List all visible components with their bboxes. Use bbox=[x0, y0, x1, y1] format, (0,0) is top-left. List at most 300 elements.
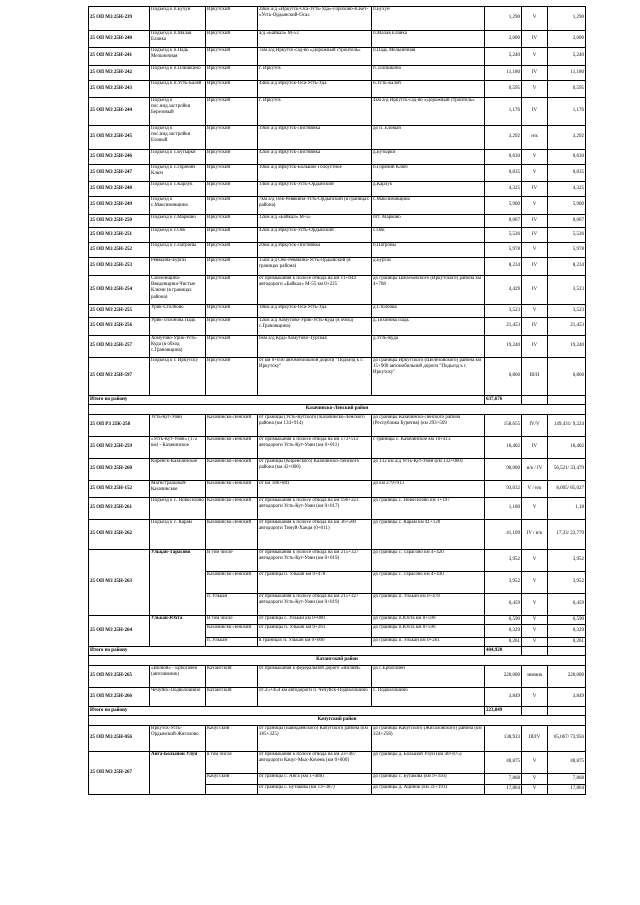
district-header-row bbox=[89, 716, 586, 726]
empty-cell bbox=[548, 647, 586, 656]
road-code: 25 ОП МЗ 25Н-254 bbox=[89, 276, 150, 305]
road-district: Иркутский bbox=[206, 258, 258, 276]
road-name: Чечуйск-Подволошино bbox=[150, 688, 206, 707]
road-length-by-category: 8,005/ 85,027 bbox=[548, 481, 586, 498]
table-row bbox=[89, 182, 586, 197]
road-end: до границы с. Тарасово км 4+430 bbox=[372, 572, 485, 594]
road-start: от примыкания к полосе отвода на км 23+467 автодороги Качуг-Мыс-Кочень (км 0+000) bbox=[258, 752, 372, 774]
road-category: IV bbox=[522, 437, 548, 459]
road-category: V bbox=[522, 638, 548, 647]
road-length: 2,000 bbox=[485, 31, 522, 48]
road-start: 42км а/д Иркутск-Листвянка bbox=[258, 150, 372, 165]
road-end: до границы Иркутского (Шелеховского) района км 15+900 автомобильной дороги "Подъезд к г. Иркутску" bbox=[372, 358, 485, 396]
road-category: IV bbox=[522, 31, 548, 48]
road-end: до границы п. Улькан км 0+261 bbox=[372, 638, 485, 647]
road-category: III/IV bbox=[522, 726, 548, 752]
road-category: IV bbox=[522, 98, 548, 126]
road-length-by-category: 2,000 bbox=[548, 31, 586, 48]
road-end: п.Малая Еланка bbox=[372, 31, 485, 48]
road-end: до 132 км а/д Усть-Кут-Уоян (км 132+000) bbox=[372, 459, 485, 481]
road-code: 25 ОП МЗ 25Н-257 bbox=[89, 336, 150, 358]
road-name: Ульқан-Тарасово bbox=[150, 550, 206, 616]
road-district: Казачинско-Ленский bbox=[206, 437, 258, 459]
road-category: V bbox=[522, 165, 548, 182]
road-end: до границы с. Тарасово км 4+420 bbox=[372, 550, 485, 572]
road-category: V bbox=[522, 550, 548, 572]
road-end: п.Бухун bbox=[372, 7, 485, 31]
road-category: III/II bbox=[522, 358, 548, 396]
road-length: 11,180 bbox=[485, 66, 522, 81]
road-start: от примыкания к федеральной дороге «Вилюй» bbox=[258, 666, 372, 688]
road-district bbox=[206, 785, 258, 795]
road-category: V bbox=[522, 688, 548, 707]
road-length-by-category: 0,261 bbox=[548, 638, 586, 647]
road-code: 25 ОП МЗ 25Н-242 bbox=[89, 66, 150, 81]
road-district: Казачинско-Ленский bbox=[206, 415, 258, 437]
road-length: 3,952 bbox=[485, 572, 522, 594]
district-total-label: Итого по району bbox=[89, 707, 485, 716]
road-length-by-category: 5,900 bbox=[548, 197, 586, 215]
road-category: IV bbox=[522, 215, 548, 228]
road-end: д.Бутырки bbox=[372, 150, 485, 165]
road-code: 25 ОП МЗ 25Н-597 bbox=[89, 358, 150, 396]
road-start: от границы (Баяндаевского) Качугского района (км 185+325) bbox=[258, 726, 372, 752]
road-start: г. Иркутск bbox=[258, 98, 372, 126]
road-code: 25 ОП МЗ 25Н-245 bbox=[89, 126, 150, 150]
road-code: 25 ОП МЗ 25Н-247 bbox=[89, 165, 150, 182]
road-length: 0,459 bbox=[485, 594, 522, 616]
road-district: Казачинско-Ленский bbox=[206, 572, 258, 594]
district-header: Качугский район bbox=[89, 716, 586, 726]
road-code: 25 ОП МЗ 25Н-259 bbox=[89, 437, 150, 459]
roads-table bbox=[88, 6, 586, 795]
road-length-by-category: 0,630 bbox=[548, 150, 586, 165]
table-row bbox=[89, 688, 586, 707]
road-length-by-category: 56,521/ 33,479 bbox=[548, 459, 586, 481]
road-end: до границы с. Карам км 41+120 bbox=[372, 520, 485, 550]
road-start: 7км а/д Оек-Ревякина-Усть-Ордынский (в границах района) bbox=[258, 197, 372, 215]
road-district: Казачинско-Ленский bbox=[206, 520, 258, 550]
district-total-value: 223,849 bbox=[485, 707, 522, 716]
road-district: Иркутский bbox=[206, 276, 258, 305]
road-start: от примыкания к полосе отвода на км 196+323 автодороги Усть-Кут-Уоян (км 0+017) bbox=[258, 498, 372, 520]
road-name: Подъезд к п.Падь Мельничная bbox=[150, 48, 206, 66]
road-end: до границы п.Юхта км 0+590 bbox=[372, 625, 485, 638]
road-category: IV bbox=[522, 66, 548, 81]
road-length: 0,595 bbox=[485, 81, 522, 98]
road-end: д.Столбова bbox=[372, 305, 485, 318]
district-total-label: Итого по району bbox=[89, 396, 485, 405]
road-end: до границы Шелеховского (Иркутского) района км 4+768 bbox=[372, 276, 485, 305]
road-length: 5,978 bbox=[485, 243, 522, 258]
road-start: от примыкания к полосе отвода на км 173+512 автодороги Усть-Кут-Уоян (км 0+011) bbox=[258, 437, 372, 459]
road-category: V bbox=[522, 616, 548, 625]
road-start: 28км а/д «Иркутск-Оса-Усть-Уда»-Горохово-В.Кет- «Усть-Ордынский-Оса» bbox=[258, 7, 372, 31]
road-end: до км 279+913 bbox=[372, 481, 485, 498]
road-length-by-category: 65,067/ 73,956 bbox=[548, 726, 586, 752]
road-district: Иркутский bbox=[206, 7, 258, 31]
road-district: Казачинско-Ленский bbox=[206, 459, 258, 481]
road-end: до границы Качугского (Жигаловского) района (км 324+258) bbox=[372, 726, 485, 752]
road-start: а/д «Байкал» М-53 bbox=[258, 31, 372, 48]
road-length: 19,240 bbox=[485, 336, 522, 358]
road-end: д.Усть-Куда bbox=[372, 336, 485, 358]
road-district: Иркутский bbox=[206, 66, 258, 81]
table-row bbox=[89, 726, 586, 752]
road-length-by-category: 7,868 bbox=[548, 774, 586, 785]
road-end: п.Усть-Балей bbox=[372, 81, 485, 98]
road-category: н/к bbox=[522, 126, 548, 150]
road-name: Киренск-Казачинское bbox=[150, 459, 206, 481]
table-row bbox=[89, 243, 586, 258]
district-total-row bbox=[89, 647, 586, 656]
road-length-by-category: 1,290 bbox=[548, 7, 586, 31]
road-name: Подъезд к с. Карам bbox=[150, 520, 206, 550]
table-row bbox=[89, 276, 586, 305]
road-end: до с.Ербогачен bbox=[372, 666, 485, 688]
road-start: от границы с. Улькан км 0+000 bbox=[258, 616, 372, 625]
road-length: 220,000 bbox=[485, 666, 522, 688]
road-length-by-category: 6,860 bbox=[548, 358, 586, 396]
table-row bbox=[89, 358, 586, 396]
road-length-by-category: 11,180 bbox=[548, 66, 586, 81]
road-district: Иркутский bbox=[206, 336, 258, 358]
road-start: от примыкания к полосе отвода на км 215+327 автодороги Усть-Кут-Уоян (км 0+019) bbox=[258, 550, 372, 572]
road-name: Улькан-Юхта bbox=[150, 616, 206, 647]
district-header: Катангский район bbox=[89, 656, 586, 666]
road-category: V bbox=[522, 752, 548, 774]
road-district: Иркутский bbox=[206, 243, 258, 258]
district-total-value: 637,676 bbox=[485, 396, 522, 405]
road-district: Казачинско-Ленский bbox=[206, 498, 258, 520]
road-category: IV bbox=[522, 258, 548, 276]
road-start: от границы п. Улькан км 0+478 bbox=[258, 572, 372, 594]
road-end: 4км а/д Иркутск-сад-во «Дорожный строитель» bbox=[372, 98, 485, 126]
road-name: Урик-Столбово bbox=[150, 305, 206, 318]
road-length-by-category: 17,804 bbox=[548, 785, 586, 795]
road-length: 41,109 bbox=[485, 520, 522, 550]
road-length: 6,860 bbox=[485, 358, 522, 396]
road-length: 8,067 bbox=[485, 215, 522, 228]
road-length: 3,292 bbox=[485, 126, 522, 150]
road-length-by-category: 17,33/ 23,779 bbox=[548, 520, 586, 550]
road-name: Подъезд к с.Бутырки bbox=[150, 150, 206, 165]
road-code: 25 ОП МЗ 25Н-243 bbox=[89, 81, 150, 98]
road-length-by-category: 1,176 bbox=[548, 98, 586, 126]
road-code: 25 ОП МЗ 25Н-241 bbox=[89, 48, 150, 66]
road-end: п. Плишкино bbox=[372, 66, 485, 81]
road-category: V bbox=[522, 572, 548, 594]
empty-cell bbox=[522, 647, 548, 656]
road-length: 90,000 bbox=[485, 459, 522, 481]
table-row bbox=[89, 318, 586, 336]
road-name: Ревякина-Бургаз bbox=[150, 258, 206, 276]
table-row bbox=[89, 197, 586, 215]
road-name: Подъезд к пос.инд.застройки Березовый bbox=[150, 98, 206, 126]
road-code: 25 ОП МЗ 25Н-244 bbox=[89, 98, 150, 126]
road-name: Подъезд к г. Иркутску bbox=[150, 358, 206, 396]
road-code: 25 ОП РЗ 25К-258 bbox=[89, 415, 150, 437]
road-length: 4,325 bbox=[485, 182, 522, 197]
road-length: 3,952 bbox=[485, 550, 522, 572]
road-code: 25 ОП МЗ 25Н-249 bbox=[89, 197, 150, 215]
road-end: до границы Казачинско-Ленского района (Республика Бурятия) (км 293+569 bbox=[372, 415, 485, 437]
district-header-row bbox=[89, 405, 586, 415]
empty-cell bbox=[548, 707, 586, 716]
road-name: Подъезд к с.Оек bbox=[150, 228, 206, 243]
table-row bbox=[89, 498, 586, 520]
road-start: 44км а/д Иркутск-Оса-Усть-Уда bbox=[258, 81, 372, 98]
road-length-by-category: 220,000 bbox=[548, 666, 586, 688]
road-category: V bbox=[522, 243, 548, 258]
road-length-by-category: 16,402 bbox=[548, 437, 586, 459]
road-code: 25 ОП МЗ 25Н-261 bbox=[89, 498, 150, 520]
table-row bbox=[89, 258, 586, 276]
road-start: от границы (Усть-Кутского) Казачинско-Ленского района (км 134+914) bbox=[258, 415, 372, 437]
road-district: Качугский bbox=[206, 774, 258, 785]
table-row bbox=[89, 165, 586, 182]
road-name: Подъезд к п.Усть-Балей bbox=[150, 81, 206, 98]
road-start: от км 186+881 bbox=[258, 481, 372, 498]
road-district: Казачинско-Ленский bbox=[206, 625, 258, 638]
road-name: Урик-Тихонова Падь bbox=[150, 318, 206, 336]
road-length: 5,240 bbox=[485, 48, 522, 66]
table-row bbox=[89, 98, 586, 126]
road-start: г. Иркутск bbox=[258, 66, 372, 81]
road-length-by-category: 0,459 bbox=[548, 594, 586, 616]
road-length: 1,176 bbox=[485, 98, 522, 126]
road-code: 25 ОП МЗ 25Н-152 bbox=[89, 481, 150, 498]
road-code: 25 ОП МЗ 25Н-255 bbox=[89, 305, 150, 318]
road-category: V bbox=[522, 498, 548, 520]
road-length: 16,402 bbox=[485, 437, 522, 459]
road-length-by-category: 3,523 bbox=[548, 305, 586, 318]
road-code: 25 ОП МЗ 25Н-251 bbox=[89, 228, 150, 243]
road-category: IV bbox=[522, 276, 548, 305]
district-total-row bbox=[89, 396, 586, 405]
road-district: Иркутский bbox=[206, 215, 258, 228]
road-start: 12км а/д Хомутово-Урик-Усть-Куда (в обход с.Грановщина) bbox=[258, 318, 372, 336]
road-name: Магистральный-Казачинское bbox=[150, 481, 206, 498]
road-code: 25 ОП МЗ 25Н-256 bbox=[89, 318, 150, 336]
road-end: до границы д. Ацинок (км 31+191) bbox=[372, 785, 485, 795]
road-name: Усть-Кут-Уоян bbox=[150, 415, 206, 437]
district-total-value: 404,920 bbox=[485, 647, 522, 656]
road-length: 0,630 bbox=[485, 150, 522, 165]
table-row bbox=[89, 550, 586, 572]
road-length: 158,655 bbox=[485, 415, 522, 437]
road-start: от границы п. Улькан км 0+261 bbox=[258, 625, 372, 638]
empty-cell bbox=[522, 707, 548, 716]
table-row bbox=[89, 481, 586, 498]
road-district: Иркутский bbox=[206, 31, 258, 48]
road-category: V bbox=[522, 150, 548, 165]
road-district: Иркутский bbox=[206, 358, 258, 396]
road-start: от примыкания к полосе отвода на км 215+327 автодороги Усть-Кут-Уоян (км 0+019) bbox=[258, 594, 372, 616]
road-start: от примыкания к полосе отвода на км 36+500 автодороги Тинуй-Хандя (0+011) bbox=[258, 520, 372, 550]
road-start: 12км а/д «Байкал» М-55 bbox=[258, 215, 372, 228]
road-start: от границы с. Анга (км 1+488) bbox=[258, 774, 372, 785]
road-category: V bbox=[522, 785, 548, 795]
road-start: 10км а/д Иркутск-Большое Голоустное bbox=[258, 165, 372, 182]
road-start: 19км а/д Иркутск-Листвянка bbox=[258, 126, 372, 150]
road-name: Подъезд к п.Малая Еланка bbox=[150, 31, 206, 48]
road-category: зимник bbox=[522, 666, 548, 688]
road-district: Катангский bbox=[206, 688, 258, 707]
road-code: 25 ОП МЗ 25Н-262 bbox=[89, 520, 150, 550]
table-row bbox=[89, 459, 586, 481]
road-category: IV / н/к bbox=[522, 520, 548, 550]
road-name: Подъезд к пос.инд.застройки Еловый bbox=[150, 126, 206, 150]
road-end: п.Горячий Ключ bbox=[372, 165, 485, 182]
road-length: 5,526 bbox=[485, 228, 522, 243]
road-code: 25 ОП МЗ 25Н-266 bbox=[89, 688, 150, 707]
road-name: Хомутово-Урик-Усть-Куда (в обход с.Грановщина) bbox=[150, 336, 206, 358]
road-name: Подъезд к с.Карлук bbox=[150, 182, 206, 197]
road-length: 8,234 bbox=[485, 258, 522, 276]
road-code: 25 ОП МЗ 25Н-260 bbox=[89, 459, 150, 481]
road-length: 0,590 bbox=[485, 616, 522, 625]
road-category: IV bbox=[522, 182, 548, 197]
road-code: 25 ОП МЗ 25Н-239 bbox=[89, 7, 150, 31]
road-district: В том числе bbox=[206, 550, 258, 572]
road-length: 1,180 bbox=[485, 498, 522, 520]
table-row bbox=[89, 437, 586, 459]
road-district: Иркутский bbox=[206, 81, 258, 98]
road-start: от границы (Киренского) Казачинско-Ленского района (км 42+000) bbox=[258, 459, 372, 481]
table-row bbox=[89, 48, 586, 66]
road-start: 7км а/д Иркутск-сад-во «Дорожный строитель» bbox=[258, 48, 372, 66]
road-name: Подъезд к с.Максимовщина bbox=[150, 197, 206, 215]
road-length: 1,290 bbox=[485, 7, 522, 31]
road-length-by-category: 5,240 bbox=[548, 48, 586, 66]
road-length-by-category: 21,453 bbox=[548, 318, 586, 336]
road-length-by-category: 8,234 bbox=[548, 258, 586, 276]
road-end: п.Патроны bbox=[372, 243, 485, 258]
road-district: Иркутский bbox=[206, 318, 258, 336]
road-length-by-category: 3,523 bbox=[548, 276, 586, 305]
road-district: п. Улькан bbox=[206, 638, 258, 647]
road-category: V bbox=[522, 7, 548, 31]
road-category: V bbox=[522, 625, 548, 638]
road-start: от 25+454 км автодороги п. Чечуйск-Подволошино bbox=[258, 688, 372, 707]
road-length: 5,900 bbox=[485, 197, 522, 215]
road-district: Иркутский bbox=[206, 98, 258, 126]
road-length-by-category: 0,590 bbox=[548, 616, 586, 625]
road-district: в том числе bbox=[206, 752, 258, 774]
road-name: Подъезд к с. Новоселово bbox=[150, 498, 206, 520]
road-length: 7,868 bbox=[485, 774, 522, 785]
road-category: IV bbox=[522, 336, 548, 358]
road-length: 0,835 bbox=[485, 165, 522, 182]
road-length-by-category: 8,067 bbox=[548, 215, 586, 228]
road-start: от примыкания к полосе отвода на км 11+844 автодороги «Байкал» М-55 км 0+225 bbox=[258, 276, 372, 305]
road-length-by-category: 3,952 bbox=[548, 550, 586, 572]
table-row bbox=[89, 66, 586, 81]
district-header: Казачинско-Ленский район bbox=[89, 405, 586, 415]
road-end: до п. Еловый bbox=[372, 126, 485, 150]
road-start: 6км а/д Куда-Хомутово-Турская bbox=[258, 336, 372, 358]
empty-cell bbox=[522, 396, 548, 405]
road-code: 25 ОП МЗ 25Н-252 bbox=[89, 243, 150, 258]
document-sheet bbox=[88, 6, 585, 795]
road-length-by-category: 0,329 bbox=[548, 625, 586, 638]
road-code: 25 ОП МЗ 25Н-248 bbox=[89, 182, 150, 197]
table-row bbox=[89, 228, 586, 243]
table-row bbox=[89, 752, 586, 774]
road-start: от км 0+030 автомобильной дороги "Подъезд к г. Иркутску" bbox=[258, 358, 372, 396]
table-row bbox=[89, 150, 586, 165]
road-length: 4,429 bbox=[485, 276, 522, 305]
district-total-row bbox=[89, 707, 586, 716]
table-row bbox=[89, 415, 586, 437]
road-end: до границы д. Большой Улун (км 40+875) bbox=[372, 752, 485, 774]
road-start: 20км а/д Иркутск-Листвянка bbox=[258, 243, 372, 258]
road-district: Казачинско-Ленский bbox=[206, 481, 258, 498]
road-code: 25 ОП МЗ 25Н-250 bbox=[89, 215, 150, 228]
road-district: В том числе bbox=[206, 616, 258, 625]
road-length: 0,329 bbox=[485, 625, 522, 638]
road-length-by-category: 3,849 bbox=[548, 688, 586, 707]
road-end: д.Карлук bbox=[372, 182, 485, 197]
road-length: 21,453 bbox=[485, 318, 522, 336]
road-category: V bbox=[522, 48, 548, 66]
road-end: с границы с. Казачинское км 16+413 bbox=[372, 437, 485, 459]
road-code: 25 ОП МЗ 25Н-264 bbox=[89, 616, 150, 647]
road-name: «Усть-Кут-Уоян» (172 км) - Казачинское bbox=[150, 437, 206, 459]
district-header-row bbox=[89, 656, 586, 666]
road-start: 15км а/д Оек-Ревякина-Усть-Ордынский (в границах района) bbox=[258, 258, 372, 276]
road-start: 14км а/д Иркутск-Усть-Ордынский bbox=[258, 182, 372, 197]
road-district: Иркутский bbox=[206, 182, 258, 197]
road-length-by-category: 1,18 bbox=[548, 498, 586, 520]
road-code: 25 ОП МЗ 25Н-267 bbox=[89, 752, 150, 795]
road-end: до границы с. Новоселово км 1+197 bbox=[372, 498, 485, 520]
road-end: с.Оек bbox=[372, 228, 485, 243]
road-category: V / н/к bbox=[522, 481, 548, 498]
road-district: Иркутский bbox=[206, 305, 258, 318]
road-end: до границы п.Юхта км 0+590 bbox=[372, 616, 485, 625]
road-length-by-category: 5,526 bbox=[548, 228, 586, 243]
road-name: Подъезд к с.Марково bbox=[150, 215, 206, 228]
road-end: до границы с. Бутакова (км 9+356) bbox=[372, 774, 485, 785]
table-row bbox=[89, 7, 586, 31]
road-category: V bbox=[522, 774, 548, 785]
empty-cell bbox=[548, 396, 586, 405]
road-length-by-category: 0,595 bbox=[548, 81, 586, 98]
road-length-by-category: 4,325 bbox=[548, 182, 586, 197]
table-row bbox=[89, 336, 586, 358]
road-name: Подъезд к п.Бухун bbox=[150, 7, 206, 31]
table-row bbox=[89, 666, 586, 688]
road-length-by-category: 5,978 bbox=[548, 243, 586, 258]
road-name: Иркутск-Усть-Ордынский-Жигалово bbox=[150, 726, 206, 752]
road-category: V bbox=[522, 305, 548, 318]
road-code: 25 ОП МЗ 25Н-056 bbox=[89, 726, 150, 752]
road-length: 93,032 bbox=[485, 481, 522, 498]
road-code: 25 ОП МЗ 25Н-253 bbox=[89, 258, 150, 276]
road-district: Иркутский bbox=[206, 165, 258, 182]
road-district: Катангский bbox=[206, 666, 258, 688]
road-name: Подъезд к с.Патроны bbox=[150, 243, 206, 258]
road-length-by-category: 0,835 bbox=[548, 165, 586, 182]
road-district: Иркутский bbox=[206, 197, 258, 215]
road-district: Иркутский bbox=[206, 126, 258, 150]
road-length: 3,849 bbox=[485, 688, 522, 707]
road-category: IV bbox=[522, 228, 548, 243]
road-length: 0,261 bbox=[485, 638, 522, 647]
road-end: пгт. Марково bbox=[372, 215, 485, 228]
